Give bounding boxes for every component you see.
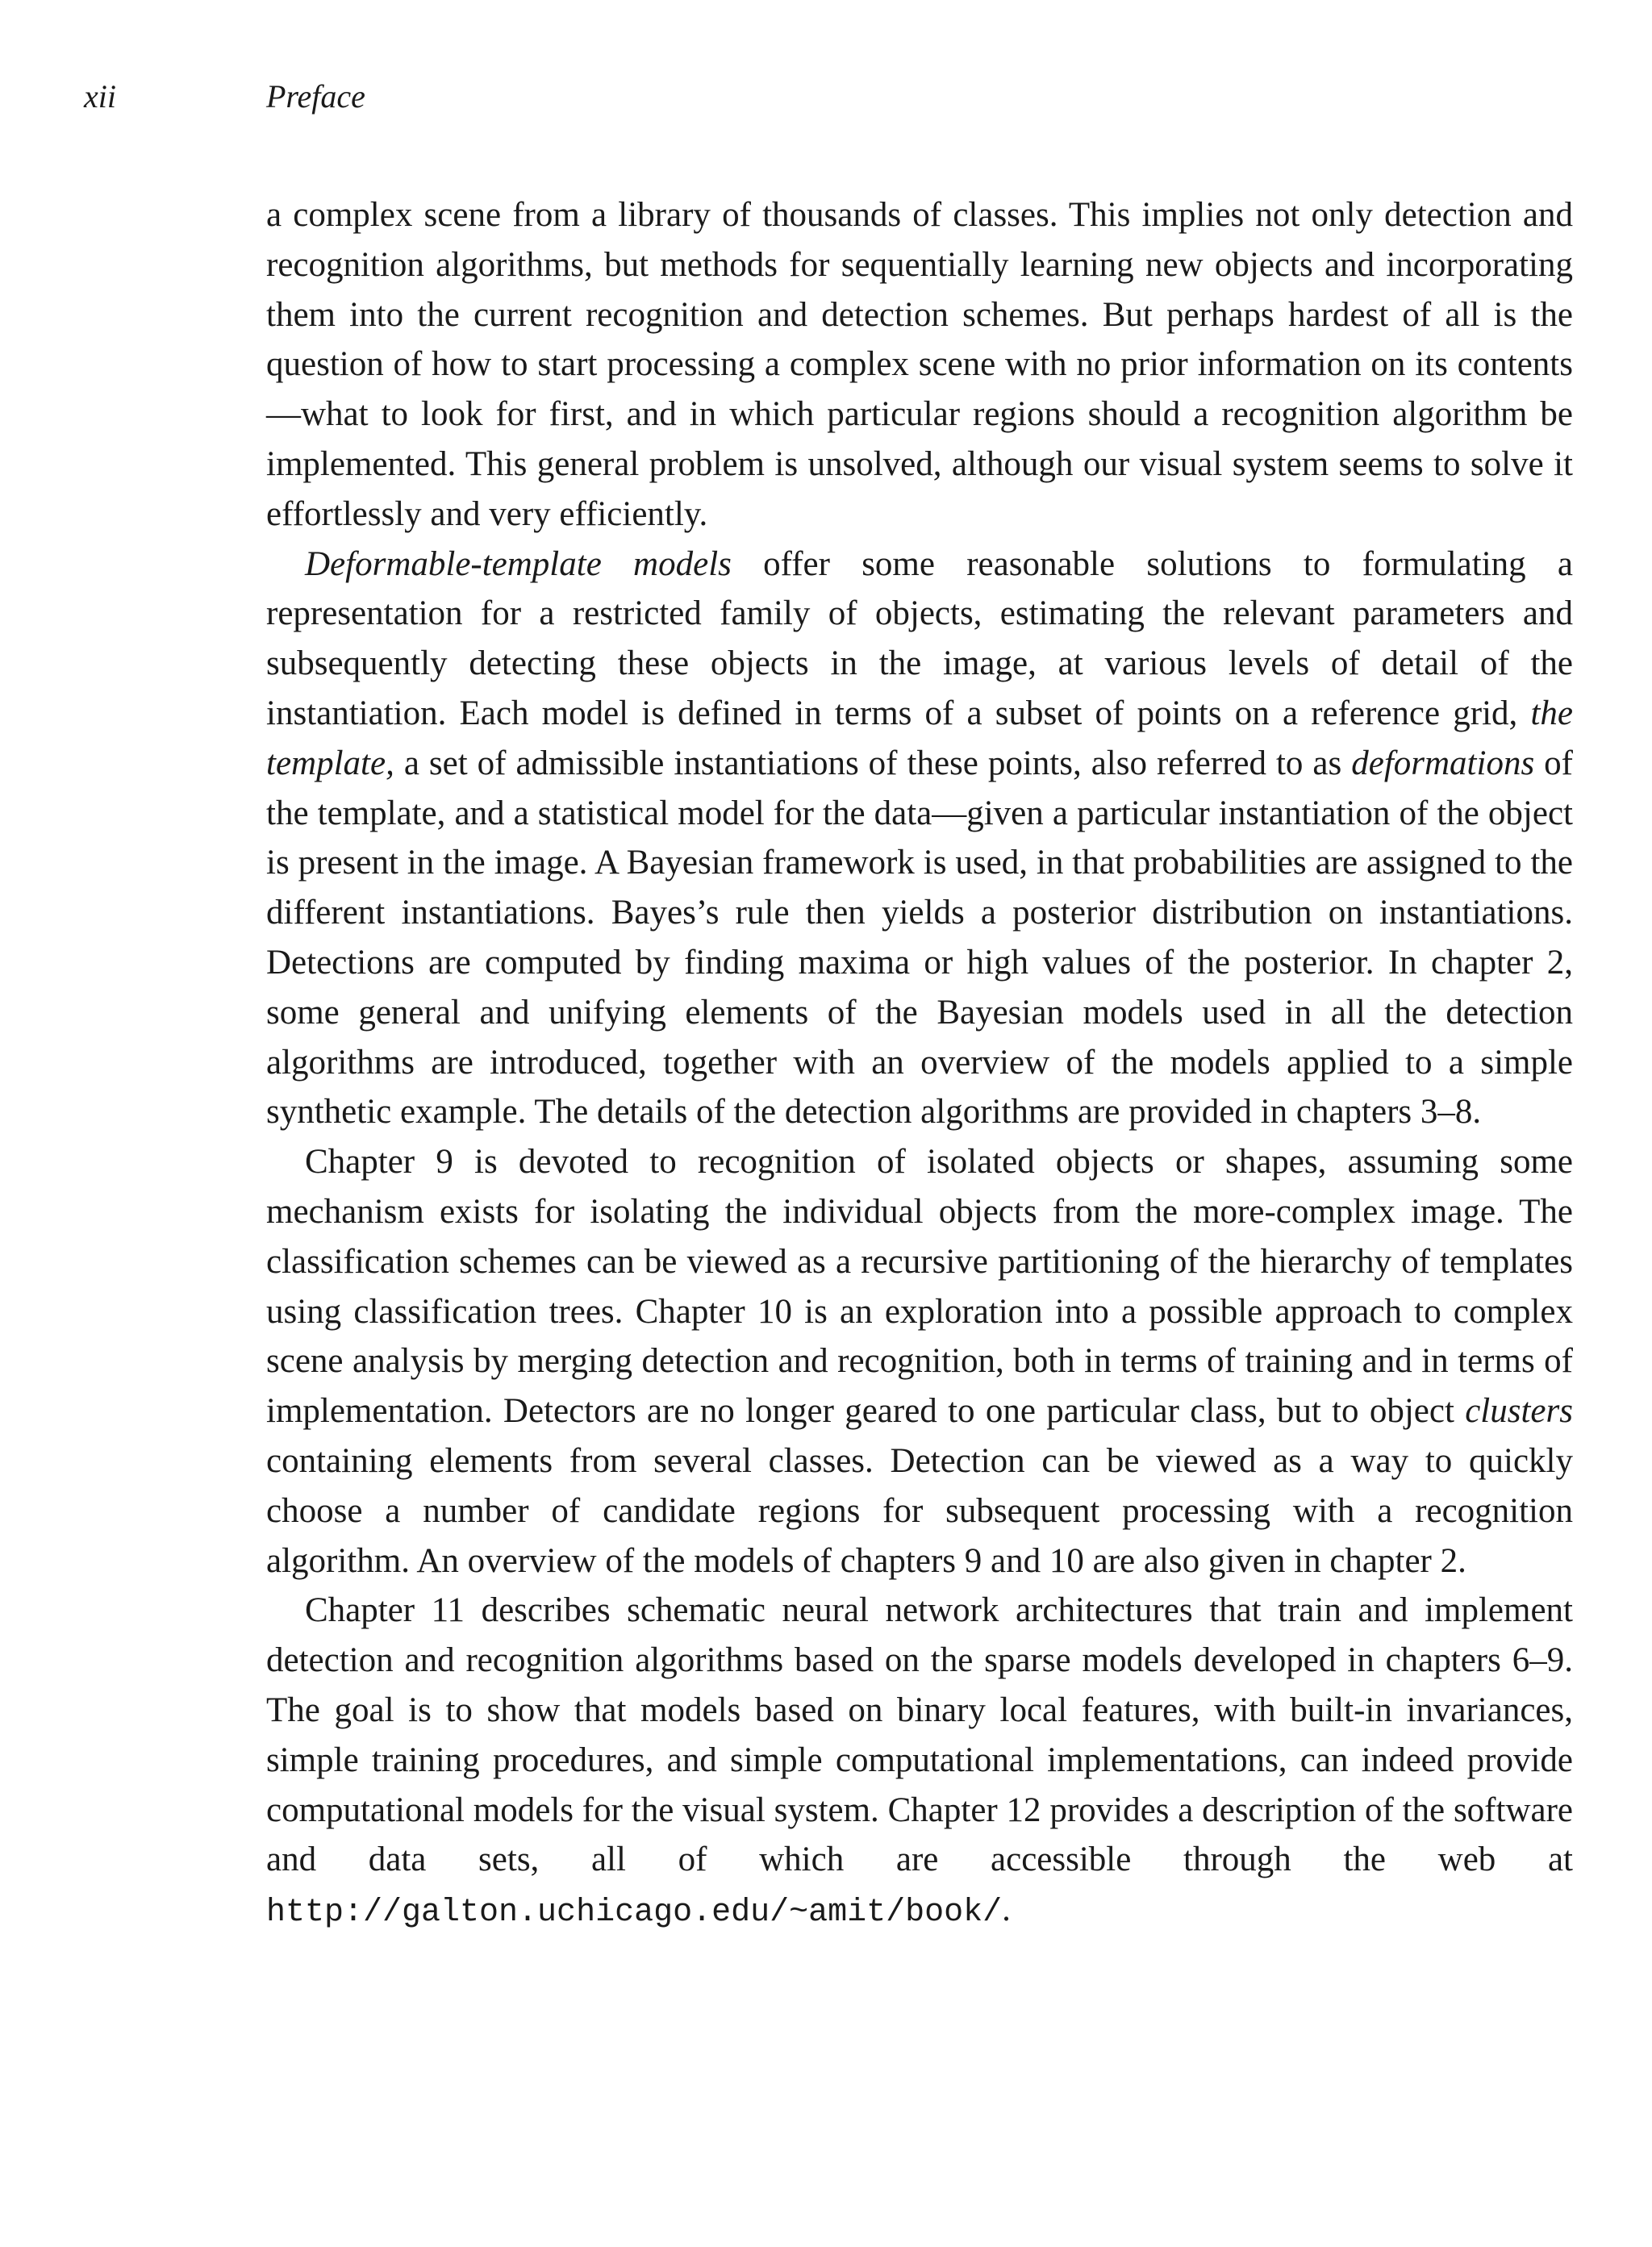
paragraph-4-text-b: . [1002, 1891, 1011, 1929]
term-clusters: clusters [1465, 1392, 1573, 1431]
term-deformations: deformations [1351, 744, 1535, 782]
paragraph-2-text-a: offer some reasonable solutions to formulating a representation for a restricted family of objects, estimating the relevant parameters and subsequently detecting these objects in the image, at various levels of detail of the instantiation. Each model is defined in terms of a subset of points on a reference grid, [266, 544, 1574, 732]
running-head [84, 77, 365, 116]
book-web-url[interactable]: http://galton.uchicago.edu/~amit/book/ [266, 1895, 1003, 1932]
paragraph-3 [266, 1137, 1573, 1586]
body-text [266, 190, 1573, 1938]
paragraph-3-text-b: containing elements from several classes. Detection can be viewed as a way to quickly choose a number of candidate regions for subsequent processing with a recognition algorithm. An overview of the models of chapters 9 and 10 are also given in chapter 2. [266, 1441, 1573, 1580]
paragraph-4-text-a: Chapter 11 describes schematic neural network architectures that train and implement detection and recognition algorithms based on the sparse models developed in chapters 6–9. The goal is to show that models based on binary local features, with built-in invariances, simple training procedures, and simple computational implementations, can indeed provide computational models for the visual system. Chapter 12 provides a description of the software and data sets, all of which are accessible through the web at [266, 1591, 1573, 1879]
section-title: Preface [266, 78, 365, 115]
term-deformable-template-models: Deformable-template models [305, 544, 732, 583]
paragraph-4 [266, 1586, 1573, 1938]
paragraph-2 [266, 540, 1573, 1138]
paragraph-2-text-c: of the template, and a statistical model for the data—given a particular instantiation of the object is present in the image. A Bayesian framework is used, in that probabilities are assigned to the different instantiations. Bayes’s rule then yields a posterior distribution on instantiations. Detections are computed by finding maxima or high values of the posterior. In chapter 2, some general and unifying elements of the Bayesian models used in all the detection algorithms are introduced, together with an overview of the models applied to a simple synthetic example. The details of the detection algorithms are provided in chapters 3–8. [266, 744, 1573, 1132]
paragraph-1: a complex scene from a library of thousands of classes. This implies not only detection and recognition algorithms, but methods for sequentially learning new objects and incorporating them into the current recognition and detection schemes. But perhaps hardest of all is the question of how to start processing a complex scene with no prior information on its contents—what to look for first, and in which particular regions should a recognition algorithm be implemented. This general problem is unsolved, although our visual system seems to solve it effortlessly and very efficiently. [266, 196, 1573, 533]
page-number: xii [84, 78, 116, 115]
term-the-template: the template, [266, 694, 1573, 782]
paragraph-3-text-a: Chapter 9 is devoted to recognition of isolated objects or shapes, assuming some mechanism exists for isolating the individual objects from the more-complex image. The classification schemes can be viewed as a recursive partitioning of the hierarchy of templates using classification trees. Chapter 10 is an exploration into a possible approach to complex scene analysis by merging detection and recognition, both in terms of training and in terms of implementation. Detectors are no longer geared to one particular class, but to object [266, 1143, 1573, 1431]
paragraph-2-text-b: a set of admissible instantiations of these points, also referred to as [394, 744, 1352, 782]
